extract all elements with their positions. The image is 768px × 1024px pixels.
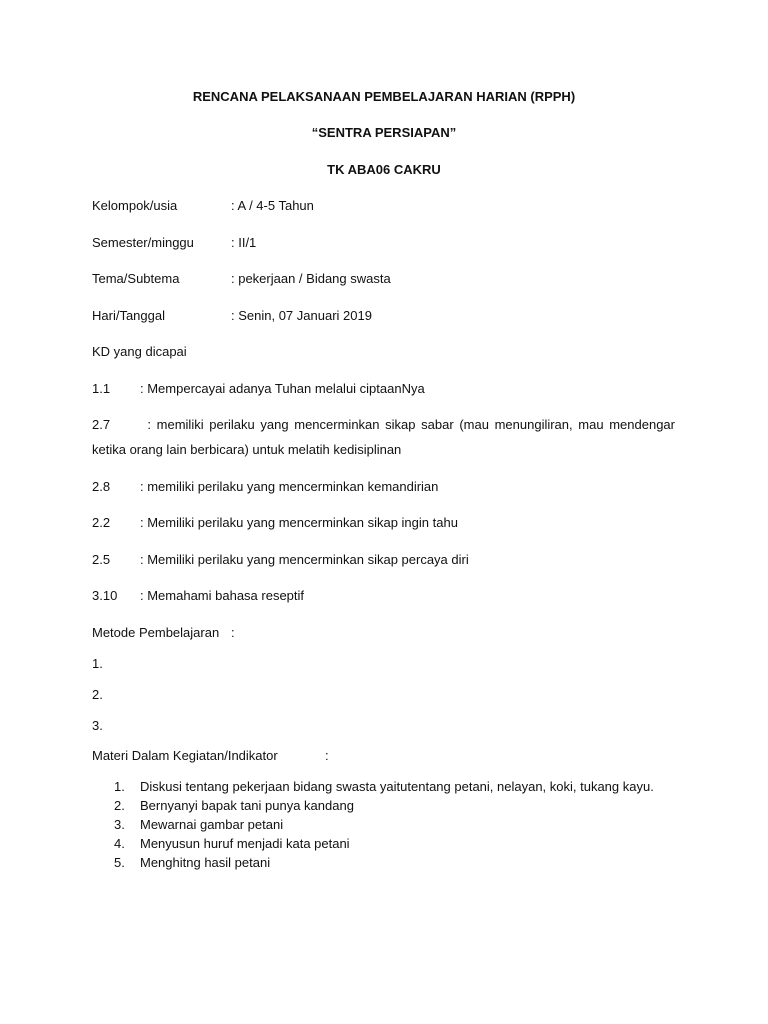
list-item: Diskusi tentang pekerjaan bidang swasta yaitutentang petani, nelayan, koki, tukang kayu. [140,779,654,794]
document-subtitle: “SENTRA PERSIAPAN” [311,125,457,140]
metode-item: 3. [92,718,103,733]
info-value-hari: : Senin, 07 Januari 2019 [231,308,372,323]
kd-heading: KD yang dicapai [92,344,187,359]
kd-text: : memiliki perilaku yang mencerminkan sikap sabar (mau menungiliran, mau mendengar [147,417,675,432]
kd-item-2-7-line1 [92,417,675,433]
kd-text: : Memiliki perilaku yang mencerminkan sikap ingin tahu [140,515,458,530]
kd-text: : Memiliki perilaku yang mencerminkan sikap percaya diri [140,552,469,567]
info-value-tema: : pekerjaan / Bidang swasta [231,271,391,286]
info-label-tema: Tema/Subtema [92,271,180,286]
list-item-number: 4. [114,836,125,851]
kd-text: : Memahami bahasa reseptif [140,588,305,603]
metode-colon: : [231,625,235,640]
info-label-semester: Semester/minggu [92,235,194,250]
list-item-number: 1. [114,779,125,794]
info-label-kelompok: Kelompok/usia [92,198,178,213]
list-item: Menghitng hasil petani [140,855,271,870]
list-item: Menyusun huruf menjadi kata petani [140,836,350,851]
document-title: RENCANA PELAKSANAAN PEMBELAJARAN HARIAN (RPPH) [192,89,576,104]
list-item: Bernyanyi bapak tani punya kandang [140,798,354,813]
school-name: TK ABA06 CAKRU [327,162,441,177]
kd-text: : Mempercayai adanya Tuhan melalui ciptaanNya [140,381,425,396]
materi-colon: : [325,748,329,763]
metode-label: Metode Pembelajaran [92,625,220,640]
metode-item: 1. [92,656,103,671]
kd-number: 2.5 [92,552,111,567]
kd-text: : memiliki perilaku yang mencerminkan kemandirian [140,479,439,494]
materi-label: Materi Dalam Kegiatan/Indikator [92,748,278,763]
kd-number: 2.2 [92,515,111,530]
list-item-number: 2. [114,798,125,813]
list-item-number: 5. [114,855,125,870]
kd-number: 2.7 [92,417,111,432]
info-label-hari: Hari/Tanggal [92,308,165,323]
metode-item: 2. [92,687,103,702]
kd-number: 1.1 [92,381,111,396]
info-value-semester: : II/1 [231,235,257,250]
list-item-number: 3. [114,817,125,832]
list-item: Mewarnai gambar petani [140,817,284,832]
kd-number: 2.8 [92,479,111,494]
info-value-kelompok: : A / 4-5 Tahun [231,198,314,213]
kd-text-continuation: ketika orang lain berbicara) untuk melatih kedisiplinan [92,442,402,457]
kd-number: 3.10 [92,588,118,603]
